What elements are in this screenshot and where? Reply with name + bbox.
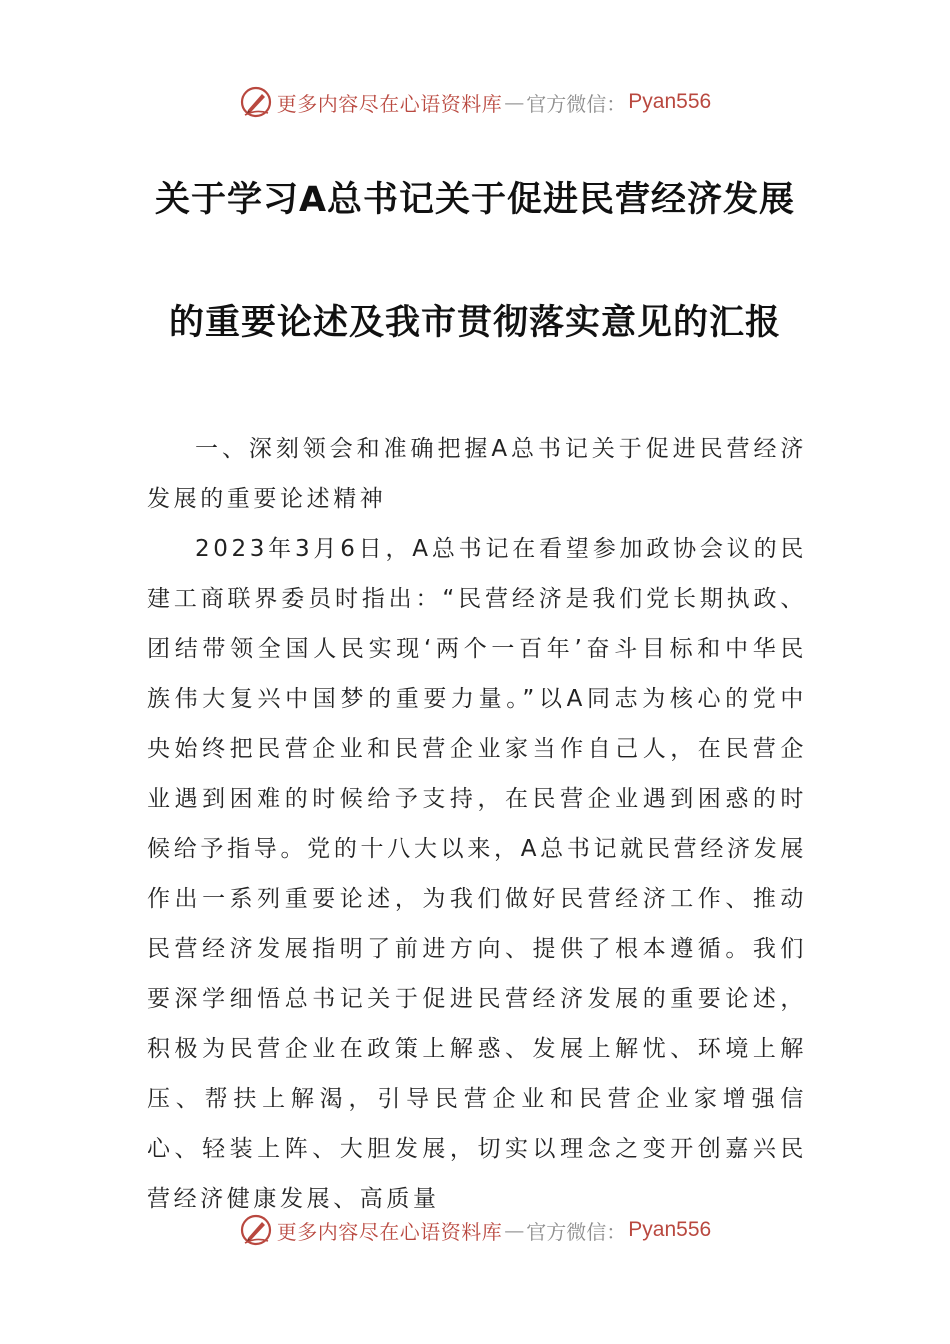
document-title-line-1: 关于学习A总书记关于促进民营经济发展 [154, 180, 796, 220]
pen-logo-icon [239, 1213, 273, 1247]
watermark-wechat-id: Pyan556 [628, 90, 712, 113]
watermark-dash: — [504, 90, 525, 114]
watermark-banner-top [0, 82, 950, 122]
watermark-brand: 更多内容尽在心语资料库 [276, 91, 503, 116]
watermark-banner-bottom [0, 1210, 950, 1250]
watermark-official-label: 官方微信： [526, 1219, 627, 1244]
document-body [147, 424, 807, 1224]
watermark-wechat-id: Pyan556 [628, 1218, 712, 1241]
document-title-line-2: 的重要论述及我市贯彻落实意见的汇报 [168, 303, 781, 343]
pen-logo-icon [239, 85, 273, 119]
watermark-brand: 更多内容尽在心语资料库 [276, 1219, 503, 1244]
watermark-official-label: 官方微信： [526, 91, 627, 116]
section-heading: 一、深刻领会和准确把握A总书记关于促进民营经济发展的重要论述精神 [147, 436, 807, 512]
watermark-dash: — [504, 1218, 525, 1242]
body-paragraph: 2023年3月6日，A总书记在看望参加政协会议的民建工商联界委员时指出：“民营经济是我们党长期执政、团结带领全国人民实现‘两个一百年’奋斗目标和中华民族伟大复兴中国梦的重要力量。”以A同志为核心的党中央始终把民营企业和民营企业家当作自己人，在民营企业遇到困难的时候给予支持，在民营企业遇到困惑的时候给予指导。党的十八大以来，A总书记就民营经济发展作出一系列重要论述，为我们做好民营经济工作、推动民营经济发展指明了前进方向、提供了根本遵循。我们要深学细悟总书记关于促进民营经济发展的重要论述，积极为民营企业在政策上解惑、发展上解忧、环境上解压、帮扶上解渴，引导民营企业和民营企业家增强信心、轻装上阵、大胆发展，切实以理念之变开创嘉兴民营经济健康发展、高质量 [147, 536, 807, 1212]
